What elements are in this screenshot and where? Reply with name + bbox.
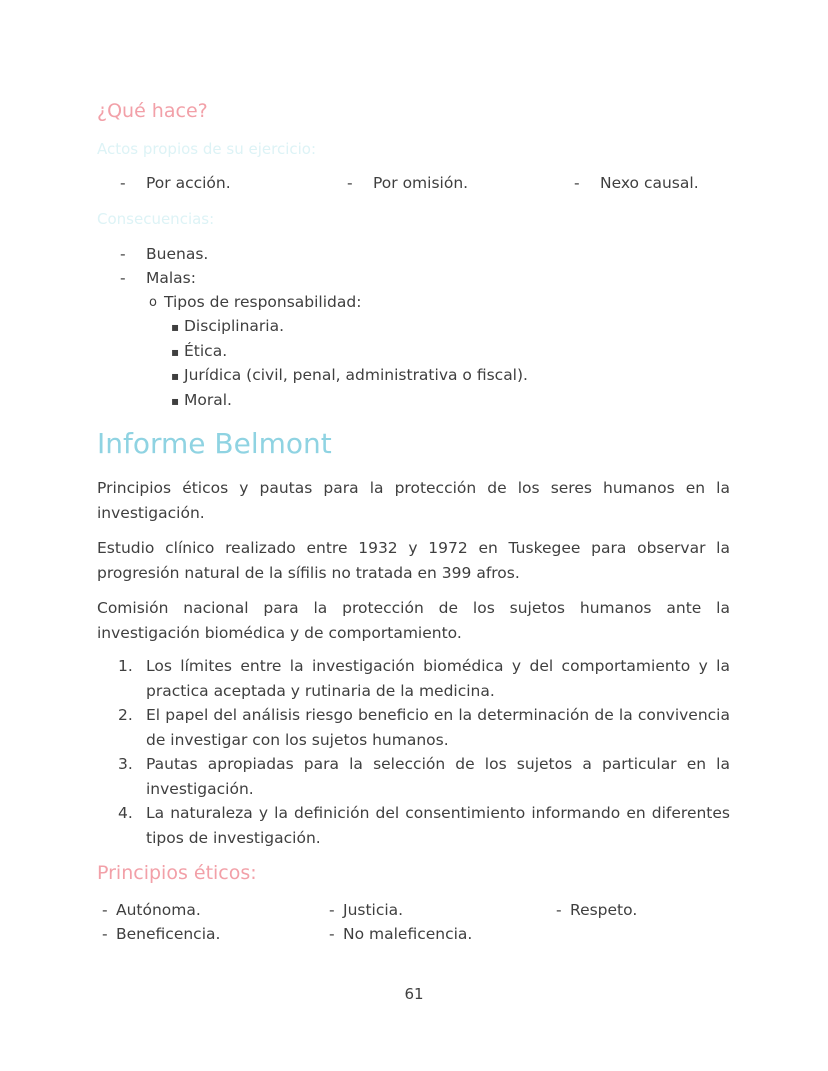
responsibility-type: Moral.: [184, 391, 232, 409]
dash: -: [120, 269, 126, 287]
square-bullet: ▪: [171, 394, 180, 408]
paragraph: Comisión nacional para la protección de los sujetos humanos ante la investigación biomédica y de comportamiento.: [97, 599, 730, 642]
page-number: 61: [404, 985, 424, 1003]
item-text: El papel del análisis riesgo beneficio en la determinación de la convivencia de investigar con los sujetos humanos.: [146, 706, 730, 749]
item-text: Pautas apropiadas para la selección de los sujetos a particular en la investigación.: [146, 755, 730, 798]
section-title-que-hace: ¿Qué hace?: [97, 100, 208, 122]
principle-item: No maleficencia.: [343, 925, 473, 943]
responsibility-type: Ética.: [184, 342, 228, 360]
acts-row: [0, 174, 828, 198]
act-item: Por acción.: [146, 174, 231, 192]
list-item: [0, 391, 828, 415]
list-item: [0, 293, 828, 317]
list-item: [118, 654, 730, 703]
act-item: Por omisión.: [373, 174, 469, 192]
consequence-item: Buenas.: [146, 245, 209, 263]
paragraph: Estudio clínico realizado entre 1932 y 1972 en Tuskegee para observar la progresión natural de la sífilis no tratada en 399 afros.: [97, 539, 730, 582]
dash: -: [120, 245, 126, 263]
square-bullet: ▪: [171, 369, 180, 383]
paragraph: Principios éticos y pautas para la protección de los seres humanos en la investigación.: [97, 479, 730, 522]
list-item: [0, 366, 828, 390]
section-title-informe-belmont: Informe Belmont: [97, 427, 332, 460]
dash: -: [574, 174, 580, 192]
section-title-principios-eticos: Principios éticos:: [97, 862, 257, 884]
square-bullet: ▪: [171, 320, 180, 334]
list-item: [118, 752, 730, 801]
principle-item: Autónoma.: [116, 901, 201, 919]
item-number: 2.: [118, 706, 133, 724]
item-number: 1.: [118, 657, 133, 675]
list-item: [0, 269, 828, 293]
numbered-list: [118, 654, 730, 850]
principles-row: [0, 901, 828, 925]
dash: -: [120, 174, 126, 192]
dash: -: [329, 901, 335, 919]
list-item: [118, 801, 730, 850]
consequence-item: Malas:: [146, 269, 196, 287]
list-item: [118, 703, 730, 752]
item-text: Los límites entre la investigación biomédica y del comportamiento y la practica aceptada y rutinaria de la medicina.: [146, 657, 730, 700]
list-item: [0, 342, 828, 366]
principle-item: Justicia.: [343, 901, 404, 919]
responsibility-type: Disciplinaria.: [184, 317, 285, 335]
dash: -: [102, 901, 108, 919]
sub-bullet-text: Tipos de responsabilidad:: [164, 293, 362, 311]
item-number: 3.: [118, 755, 133, 773]
dash: -: [329, 925, 335, 943]
subtitle-acts: Actos propios de su ejercicio:: [97, 140, 317, 158]
list-item: [0, 245, 828, 269]
act-item: Nexo causal.: [600, 174, 699, 192]
item-text: La naturaleza y la definición del consentimiento informando en diferentes tipos de investigación.: [146, 804, 730, 847]
principle-item: Respeto.: [570, 901, 638, 919]
square-bullet: ▪: [171, 345, 180, 359]
dash: -: [102, 925, 108, 943]
list-item: [0, 317, 828, 341]
item-number: 4.: [118, 804, 133, 822]
dash: -: [347, 174, 353, 192]
responsibility-type: Jurídica (civil, penal, administrativa o fiscal).: [184, 366, 528, 384]
principles-row: [0, 925, 828, 949]
subtitle-consequences: Consecuencias:: [97, 210, 215, 228]
dash: -: [556, 901, 562, 919]
principle-item: Beneficencia.: [116, 925, 221, 943]
circle-bullet: o: [149, 295, 157, 310]
